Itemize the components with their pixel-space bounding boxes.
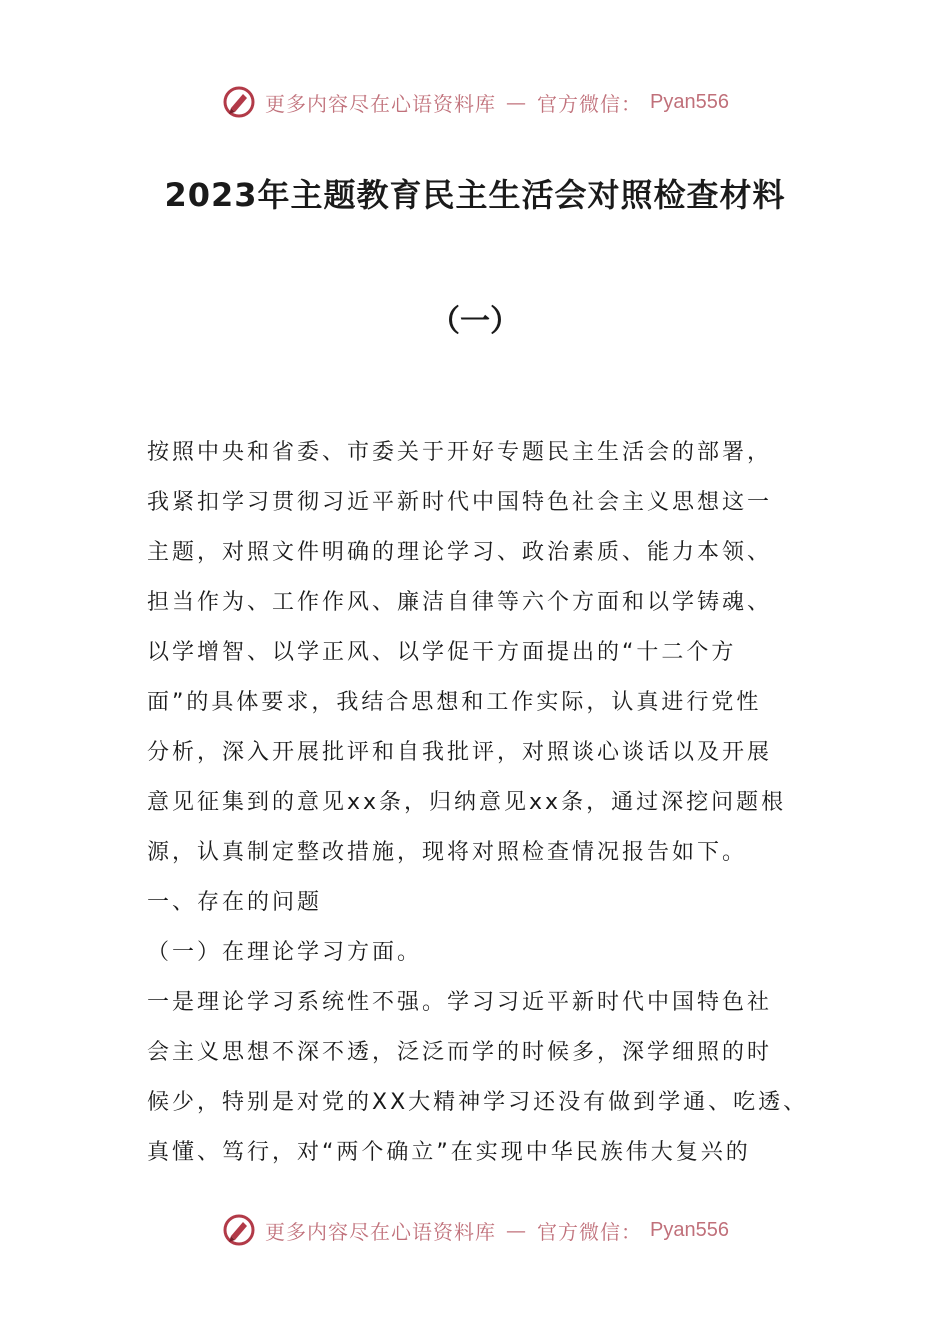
document-title: 2023年主题教育民主生活会对照检查材料 [164, 176, 786, 214]
body-line: 一是理论学习系统性不强。学习习近平新时代中国特色社 [147, 990, 773, 1015]
watermark-dash: — [506, 90, 528, 114]
body-line: 面”的具体要求，我结合思想和工作实际，认真进行党性 [147, 690, 762, 715]
watermark-dash: — [506, 1218, 528, 1242]
body-line: 担当作为、工作作风、廉洁自律等六个方面和以学铸魂、 [147, 590, 773, 615]
body-line: 按照中央和省委、市委关于开好专题民主生活会的部署， [147, 440, 773, 465]
footer-watermark [0, 1210, 950, 1250]
watermark-wechat-label: 官方微信： [537, 91, 643, 116]
body-line: 会主义思想不深不透，泛泛而学的时候多，深学细照的时 [147, 1040, 773, 1065]
body-line: 以学增智、以学正风、以学促干方面提出的“十二个方 [147, 640, 737, 665]
body-line: 我紧扣学习贯彻习近平新时代中国特色社会主义思想这一 [147, 490, 773, 515]
header-watermark [0, 82, 950, 122]
pen-logo-icon [221, 1212, 257, 1248]
document-subtitle: （一） [430, 304, 520, 339]
body-line: 源，认真制定整改措施，现将对照检查情况报告如下。 [147, 840, 748, 865]
watermark-text: 更多内容尽在心语资料库 [265, 91, 497, 116]
body-line: 主题，对照文件明确的理论学习、政治素质、能力本领、 [147, 540, 773, 565]
section-heading: 一、存在的问题 [147, 890, 323, 915]
pen-logo-icon [221, 84, 257, 120]
watermark-text: 更多内容尽在心语资料库 [265, 1219, 497, 1244]
watermark-wechat-label: 官方微信： [537, 1219, 643, 1244]
body-line: 意见征集到的意见xx条，归纳意见xx条，通过深挖问题根 [147, 790, 787, 815]
body-line: 分析，深入开展批评和自我批评，对照谈心谈话以及开展 [147, 740, 773, 765]
watermark-wechat-id: Pyan556 [650, 90, 729, 113]
watermark-wechat-id: Pyan556 [650, 1218, 729, 1241]
body-line: 真懂、笃行，对“两个确立”在实现中华民族伟大复兴的 [147, 1140, 751, 1165]
subsection-heading: （一）在理论学习方面。 [147, 940, 423, 965]
body-line: 候少，特别是对党的XX大精神学习还没有做到学通、吃透、 [147, 1090, 809, 1115]
document-body [147, 428, 837, 1178]
